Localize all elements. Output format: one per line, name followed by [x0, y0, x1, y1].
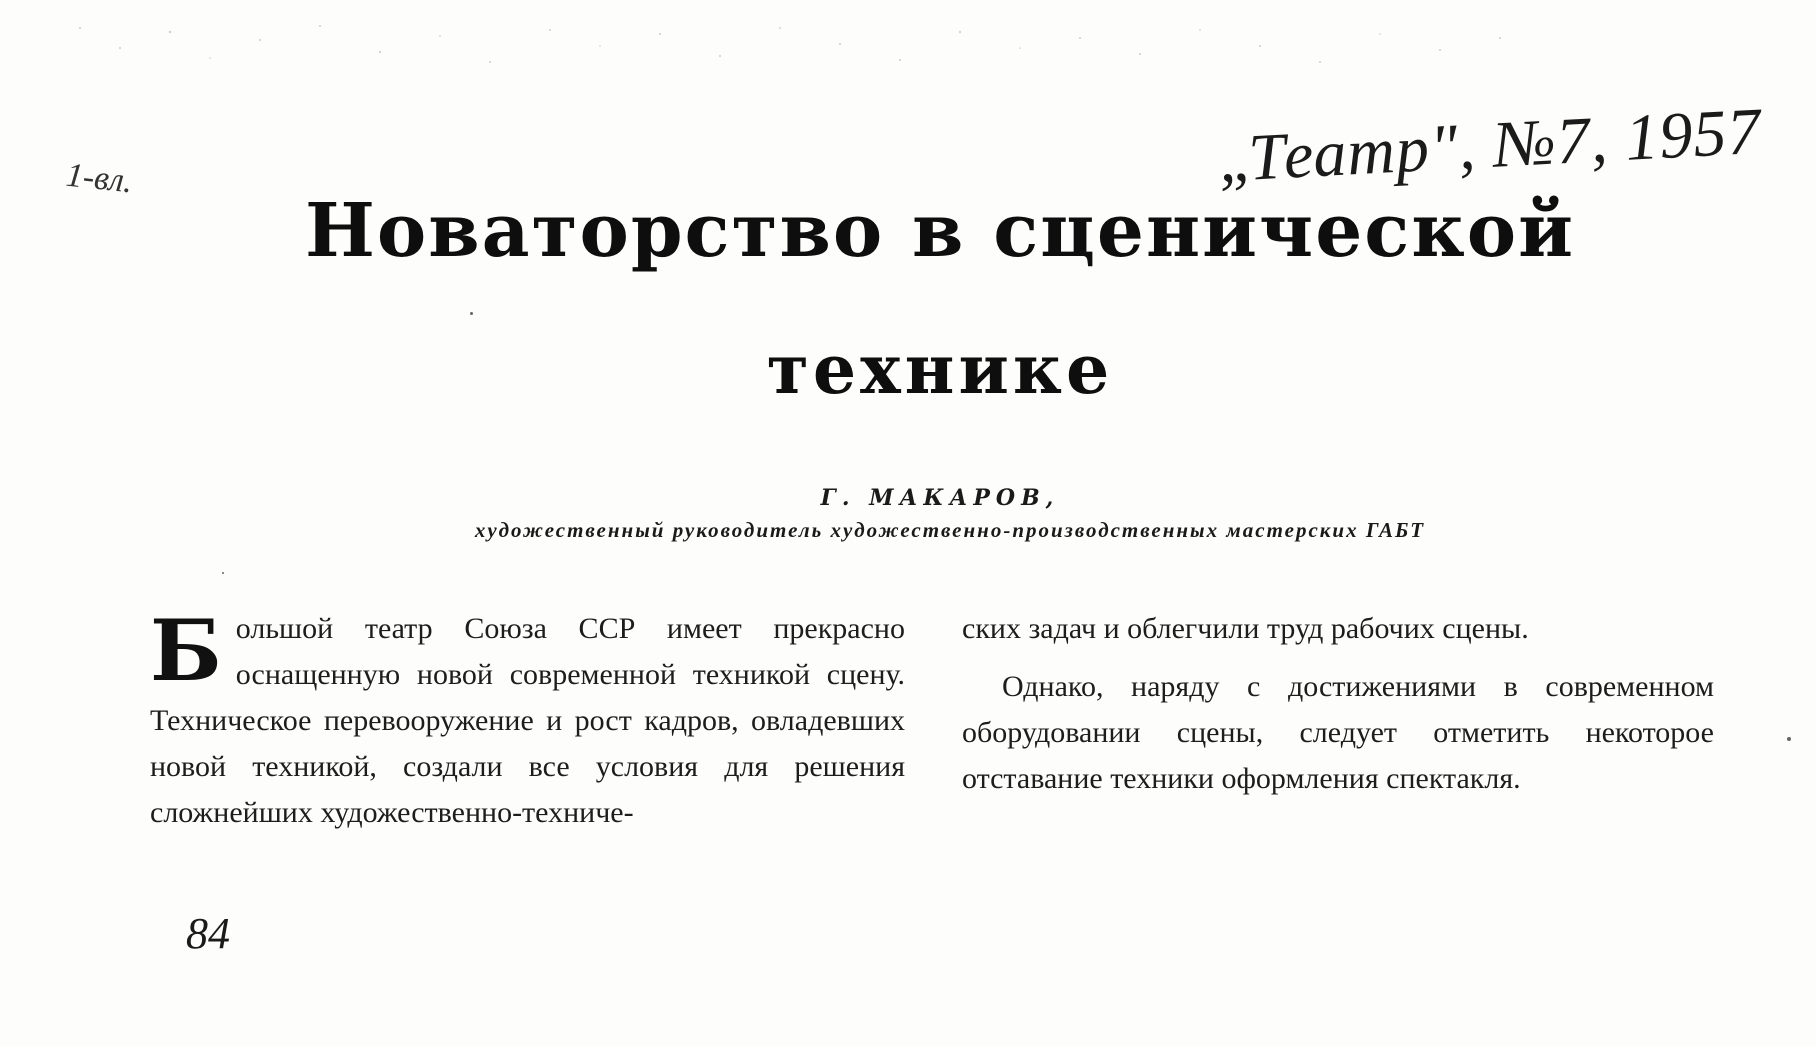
author-name: Г. МАКАРОВ,: [820, 485, 1060, 511]
paragraph: Однако, наряду с достижениями в современном оборудовании сцены, следует отметить некоторое отставание техники оформления спектакля.: [962, 670, 1714, 795]
paragraph-text: ольшой театр Союза ССР имеет прекрасно оснащенную новой современной техникой сцену. Техническое перевооружение и рост кадров, овладевших новой техникой, создали все условия для решения сложнейших художественно-техниче-: [150, 612, 905, 829]
handwritten-margin-note: 1-вл.: [64, 156, 135, 201]
scan-speck: [470, 312, 473, 315]
scan-speck: [1787, 737, 1791, 741]
handwritten-source-note: „Театр", №7, 1957: [1216, 94, 1764, 197]
scan-noise: [60, 18, 1560, 98]
paragraph: ских задач и облегчили труд рабочих сцены.: [962, 612, 1529, 645]
article-title-line1: Новаторство в сценической: [304, 188, 1576, 274]
scan-speck: [222, 572, 224, 574]
page-number: 84: [186, 909, 230, 958]
text-column-left: [150, 601, 905, 836]
text-column-right: [962, 606, 1714, 802]
article-title-line2: технике: [766, 330, 1114, 410]
author-role: художественный руководитель художественно-производственных мастерских ГАБТ: [474, 518, 1426, 542]
paragraph: [150, 601, 905, 836]
drop-cap: Б: [150, 601, 222, 700]
